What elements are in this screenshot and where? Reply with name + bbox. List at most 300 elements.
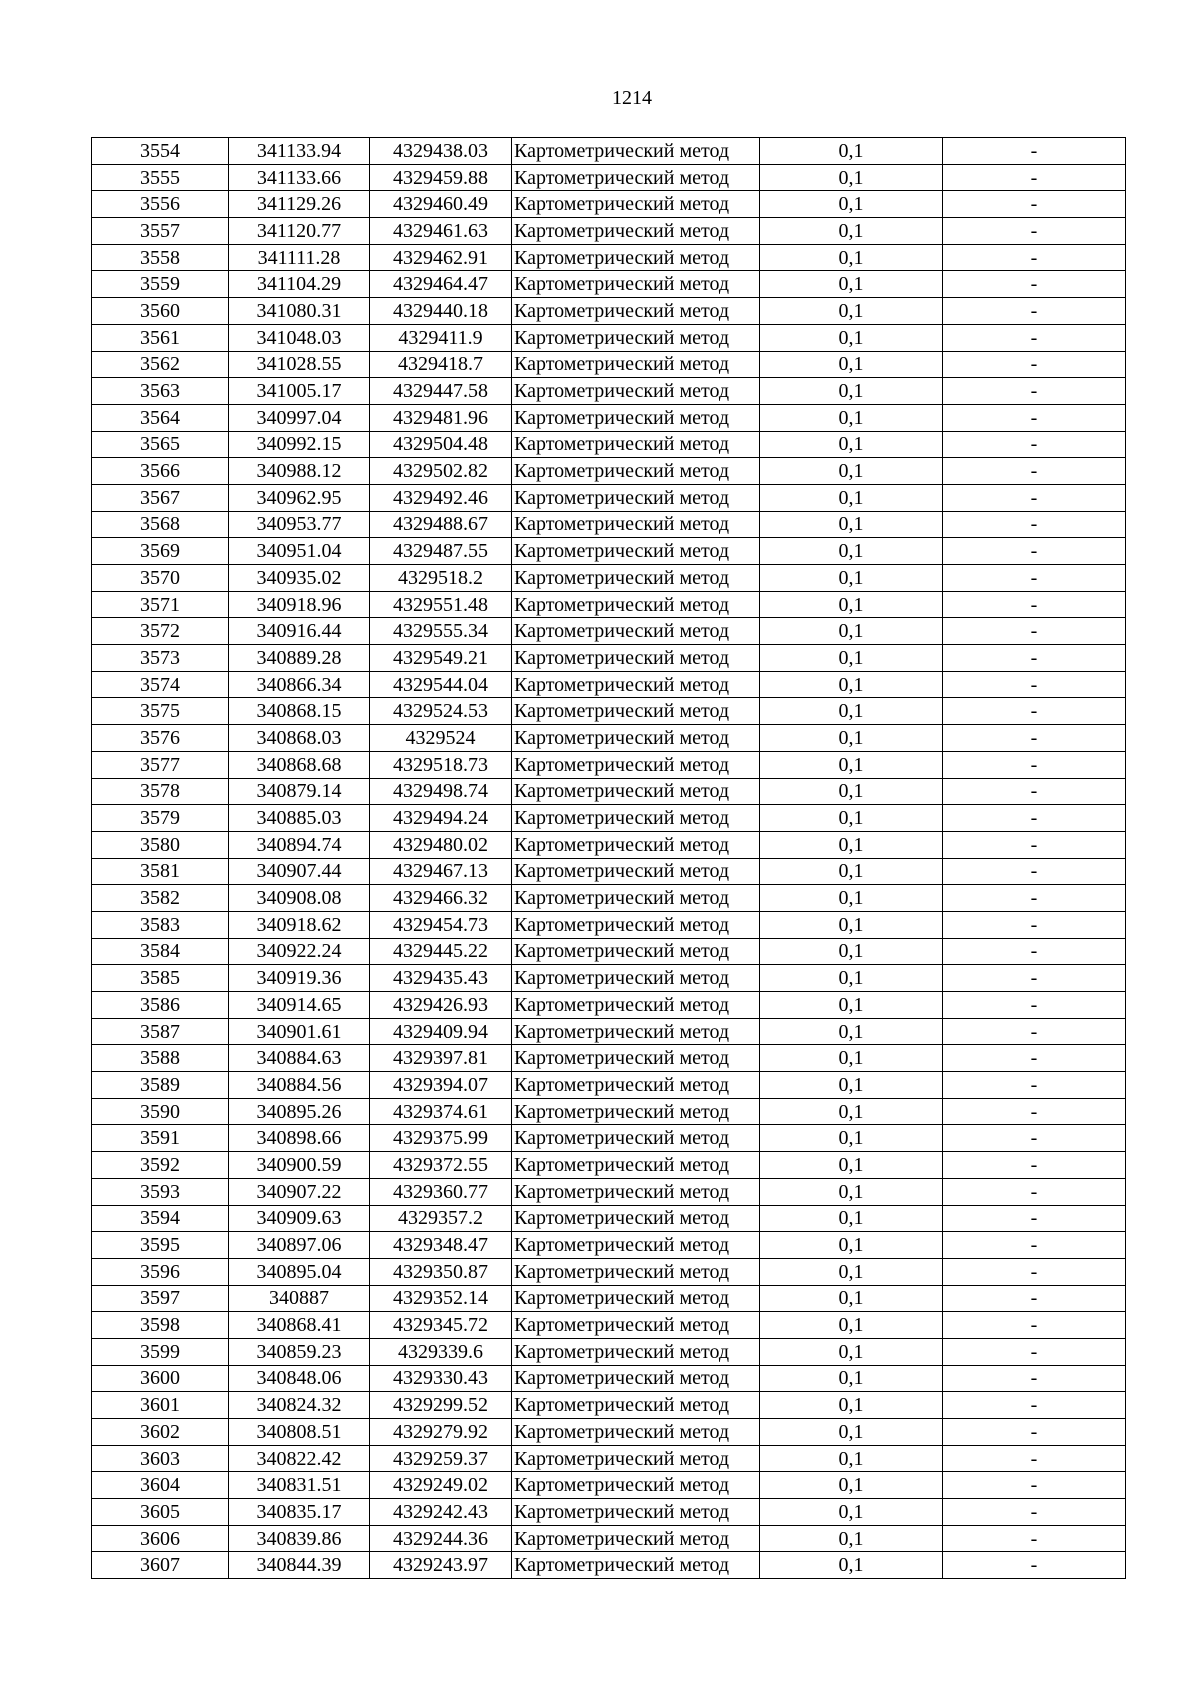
description-cell: -	[943, 1178, 1126, 1205]
coordinates-table	[91, 137, 1126, 1579]
table-row	[92, 538, 1126, 565]
y-coordinate-cell: 4329345.72	[370, 1312, 512, 1339]
point-number-cell: 3588	[92, 1045, 229, 1072]
table-row	[92, 1232, 1126, 1259]
description-cell: -	[943, 1232, 1126, 1259]
y-coordinate-cell: 4329445.22	[370, 938, 512, 965]
point-number-cell: 3583	[92, 911, 229, 938]
y-coordinate-cell: 4329438.03	[370, 138, 512, 165]
y-coordinate-cell: 4329466.32	[370, 885, 512, 912]
table-row	[92, 351, 1126, 378]
x-coordinate-cell: 340901.61	[229, 1018, 370, 1045]
point-number-cell: 3593	[92, 1178, 229, 1205]
accuracy-cell: 0,1	[760, 351, 943, 378]
table-row	[92, 1045, 1126, 1072]
y-coordinate-cell: 4329299.52	[370, 1392, 512, 1419]
method-cell: Картометрический метод	[512, 1018, 760, 1045]
accuracy-cell: 0,1	[760, 1232, 943, 1259]
point-number-cell: 3586	[92, 992, 229, 1019]
description-cell: -	[943, 1472, 1126, 1499]
x-coordinate-cell: 340884.63	[229, 1045, 370, 1072]
method-cell: Картометрический метод	[512, 1152, 760, 1179]
x-coordinate-cell: 340824.32	[229, 1392, 370, 1419]
y-coordinate-cell: 4329480.02	[370, 831, 512, 858]
y-coordinate-cell: 4329426.93	[370, 992, 512, 1019]
method-cell: Картометрический метод	[512, 351, 760, 378]
y-coordinate-cell: 4329462.91	[370, 244, 512, 271]
x-coordinate-cell: 340895.26	[229, 1098, 370, 1125]
point-number-cell: 3589	[92, 1072, 229, 1099]
point-number-cell: 3563	[92, 378, 229, 405]
x-coordinate-cell: 341133.94	[229, 138, 370, 165]
method-cell: Картометрический метод	[512, 511, 760, 538]
table-row	[92, 1472, 1126, 1499]
table-row	[92, 1125, 1126, 1152]
accuracy-cell: 0,1	[760, 778, 943, 805]
method-cell: Картометрический метод	[512, 1472, 760, 1499]
method-cell: Картометрический метод	[512, 1125, 760, 1152]
accuracy-cell: 0,1	[760, 831, 943, 858]
point-number-cell: 3575	[92, 698, 229, 725]
x-coordinate-cell: 341080.31	[229, 298, 370, 325]
point-number-cell: 3561	[92, 324, 229, 351]
x-coordinate-cell: 340898.66	[229, 1125, 370, 1152]
x-coordinate-cell: 340992.15	[229, 431, 370, 458]
point-number-cell: 3600	[92, 1365, 229, 1392]
method-cell: Картометрический метод	[512, 298, 760, 325]
description-cell: -	[943, 1499, 1126, 1526]
description-cell: -	[943, 1525, 1126, 1552]
table-row	[92, 164, 1126, 191]
x-coordinate-cell: 340839.86	[229, 1525, 370, 1552]
description-cell: -	[943, 1338, 1126, 1365]
point-number-cell: 3602	[92, 1419, 229, 1446]
x-coordinate-cell: 340868.41	[229, 1312, 370, 1339]
point-number-cell: 3570	[92, 565, 229, 592]
description-cell: -	[943, 992, 1126, 1019]
table-row	[92, 298, 1126, 325]
description-cell: -	[943, 484, 1126, 511]
y-coordinate-cell: 4329330.43	[370, 1365, 512, 1392]
x-coordinate-cell: 340894.74	[229, 831, 370, 858]
table-row	[92, 1419, 1126, 1446]
method-cell: Картометрический метод	[512, 805, 760, 832]
table-row	[92, 1072, 1126, 1099]
table-row	[92, 1258, 1126, 1285]
table-row	[92, 191, 1126, 218]
description-cell: -	[943, 778, 1126, 805]
x-coordinate-cell: 340831.51	[229, 1472, 370, 1499]
y-coordinate-cell: 4329244.36	[370, 1525, 512, 1552]
point-number-cell: 3578	[92, 778, 229, 805]
method-cell: Картометрический метод	[512, 885, 760, 912]
method-cell: Картометрический метод	[512, 1365, 760, 1392]
method-cell: Картометрический метод	[512, 1285, 760, 1312]
table-row	[92, 1018, 1126, 1045]
point-number-cell: 3557	[92, 218, 229, 245]
accuracy-cell: 0,1	[760, 805, 943, 832]
description-cell: -	[943, 1285, 1126, 1312]
accuracy-cell: 0,1	[760, 938, 943, 965]
y-coordinate-cell: 4329492.46	[370, 484, 512, 511]
method-cell: Картометрический метод	[512, 618, 760, 645]
table-row	[92, 965, 1126, 992]
point-number-cell: 3566	[92, 458, 229, 485]
x-coordinate-cell: 340868.03	[229, 725, 370, 752]
point-number-cell: 3576	[92, 725, 229, 752]
y-coordinate-cell: 4329374.61	[370, 1098, 512, 1125]
x-coordinate-cell: 340844.39	[229, 1552, 370, 1579]
description-cell: -	[943, 298, 1126, 325]
accuracy-cell: 0,1	[760, 271, 943, 298]
point-number-cell: 3599	[92, 1338, 229, 1365]
method-cell: Картометрический метод	[512, 831, 760, 858]
x-coordinate-cell: 340887	[229, 1285, 370, 1312]
x-coordinate-cell: 341028.55	[229, 351, 370, 378]
table-row	[92, 1205, 1126, 1232]
method-cell: Картометрический метод	[512, 1499, 760, 1526]
x-coordinate-cell: 340918.62	[229, 911, 370, 938]
x-coordinate-cell: 340922.24	[229, 938, 370, 965]
table-row	[92, 511, 1126, 538]
description-cell: -	[943, 1392, 1126, 1419]
point-number-cell: 3587	[92, 1018, 229, 1045]
description-cell: -	[943, 1098, 1126, 1125]
y-coordinate-cell: 4329488.67	[370, 511, 512, 538]
y-coordinate-cell: 4329397.81	[370, 1045, 512, 1072]
table-row	[92, 938, 1126, 965]
table-row	[92, 885, 1126, 912]
method-cell: Картометрический метод	[512, 271, 760, 298]
table-row	[92, 805, 1126, 832]
point-number-cell: 3603	[92, 1445, 229, 1472]
accuracy-cell: 0,1	[760, 378, 943, 405]
x-coordinate-cell: 340907.44	[229, 858, 370, 885]
x-coordinate-cell: 340879.14	[229, 778, 370, 805]
point-number-cell: 3581	[92, 858, 229, 885]
description-cell: -	[943, 831, 1126, 858]
accuracy-cell: 0,1	[760, 1365, 943, 1392]
accuracy-cell: 0,1	[760, 1152, 943, 1179]
description-cell: -	[943, 538, 1126, 565]
accuracy-cell: 0,1	[760, 671, 943, 698]
y-coordinate-cell: 4329454.73	[370, 911, 512, 938]
table-row	[92, 458, 1126, 485]
description-cell: -	[943, 271, 1126, 298]
accuracy-cell: 0,1	[760, 1445, 943, 1472]
point-number-cell: 3574	[92, 671, 229, 698]
description-cell: -	[943, 591, 1126, 618]
table-row	[92, 1098, 1126, 1125]
point-number-cell: 3579	[92, 805, 229, 832]
y-coordinate-cell: 4329498.74	[370, 778, 512, 805]
y-coordinate-cell: 4329411.9	[370, 324, 512, 351]
y-coordinate-cell: 4329447.58	[370, 378, 512, 405]
method-cell: Картометрический метод	[512, 645, 760, 672]
method-cell: Картометрический метод	[512, 1338, 760, 1365]
point-number-cell: 3596	[92, 1258, 229, 1285]
method-cell: Картометрический метод	[512, 751, 760, 778]
y-coordinate-cell: 4329481.96	[370, 404, 512, 431]
y-coordinate-cell: 4329279.92	[370, 1419, 512, 1446]
description-cell: -	[943, 1258, 1126, 1285]
method-cell: Картометрический метод	[512, 1098, 760, 1125]
accuracy-cell: 0,1	[760, 645, 943, 672]
y-coordinate-cell: 4329544.04	[370, 671, 512, 698]
method-cell: Картометрический метод	[512, 1205, 760, 1232]
table-row	[92, 324, 1126, 351]
y-coordinate-cell: 4329357.2	[370, 1205, 512, 1232]
description-cell: -	[943, 645, 1126, 672]
point-number-cell: 3556	[92, 191, 229, 218]
y-coordinate-cell: 4329524	[370, 725, 512, 752]
point-number-cell: 3573	[92, 645, 229, 672]
y-coordinate-cell: 4329504.48	[370, 431, 512, 458]
x-coordinate-cell: 340868.68	[229, 751, 370, 778]
point-number-cell: 3564	[92, 404, 229, 431]
method-cell: Картометрический метод	[512, 725, 760, 752]
accuracy-cell: 0,1	[760, 324, 943, 351]
accuracy-cell: 0,1	[760, 725, 943, 752]
point-number-cell: 3606	[92, 1525, 229, 1552]
point-number-cell: 3605	[92, 1499, 229, 1526]
y-coordinate-cell: 4329461.63	[370, 218, 512, 245]
point-number-cell: 3565	[92, 431, 229, 458]
y-coordinate-cell: 4329352.14	[370, 1285, 512, 1312]
point-number-cell: 3585	[92, 965, 229, 992]
table-row	[92, 244, 1126, 271]
point-number-cell: 3558	[92, 244, 229, 271]
table-row	[92, 1152, 1126, 1179]
accuracy-cell: 0,1	[760, 1072, 943, 1099]
table-row	[92, 1499, 1126, 1526]
x-coordinate-cell: 340900.59	[229, 1152, 370, 1179]
y-coordinate-cell: 4329487.55	[370, 538, 512, 565]
accuracy-cell: 0,1	[760, 858, 943, 885]
x-coordinate-cell: 340953.77	[229, 511, 370, 538]
method-cell: Картометрический метод	[512, 1445, 760, 1472]
method-cell: Картометрический метод	[512, 1072, 760, 1099]
accuracy-cell: 0,1	[760, 191, 943, 218]
description-cell: -	[943, 1419, 1126, 1446]
description-cell: -	[943, 324, 1126, 351]
method-cell: Картометрический метод	[512, 671, 760, 698]
x-coordinate-cell: 340835.17	[229, 1499, 370, 1526]
y-coordinate-cell: 4329460.49	[370, 191, 512, 218]
accuracy-cell: 0,1	[760, 484, 943, 511]
description-cell: -	[943, 858, 1126, 885]
x-coordinate-cell: 340988.12	[229, 458, 370, 485]
description-cell: -	[943, 404, 1126, 431]
point-number-cell: 3584	[92, 938, 229, 965]
y-coordinate-cell: 4329259.37	[370, 1445, 512, 1472]
y-coordinate-cell: 4329549.21	[370, 645, 512, 672]
x-coordinate-cell: 340908.08	[229, 885, 370, 912]
table-row	[92, 858, 1126, 885]
method-cell: Картометрический метод	[512, 858, 760, 885]
accuracy-cell: 0,1	[760, 1178, 943, 1205]
method-cell: Картометрический метод	[512, 1525, 760, 1552]
point-number-cell: 3598	[92, 1312, 229, 1339]
description-cell: -	[943, 1312, 1126, 1339]
point-number-cell: 3569	[92, 538, 229, 565]
description-cell: -	[943, 698, 1126, 725]
y-coordinate-cell: 4329551.48	[370, 591, 512, 618]
table-row	[92, 725, 1126, 752]
x-coordinate-cell: 341129.26	[229, 191, 370, 218]
method-cell: Картометрический метод	[512, 698, 760, 725]
x-coordinate-cell: 340935.02	[229, 565, 370, 592]
point-number-cell: 3554	[92, 138, 229, 165]
x-coordinate-cell: 340918.96	[229, 591, 370, 618]
x-coordinate-cell: 340914.65	[229, 992, 370, 1019]
method-cell: Картометрический метод	[512, 324, 760, 351]
point-number-cell: 3595	[92, 1232, 229, 1259]
description-cell: -	[943, 1072, 1126, 1099]
description-cell: -	[943, 1365, 1126, 1392]
y-coordinate-cell: 4329409.94	[370, 1018, 512, 1045]
description-cell: -	[943, 138, 1126, 165]
accuracy-cell: 0,1	[760, 1045, 943, 1072]
coordinates-table-body	[92, 138, 1126, 1579]
accuracy-cell: 0,1	[760, 698, 943, 725]
x-coordinate-cell: 340866.34	[229, 671, 370, 698]
accuracy-cell: 0,1	[760, 1525, 943, 1552]
method-cell: Картометрический метод	[512, 191, 760, 218]
description-cell: -	[943, 911, 1126, 938]
method-cell: Картометрический метод	[512, 911, 760, 938]
point-number-cell: 3594	[92, 1205, 229, 1232]
x-coordinate-cell: 340919.36	[229, 965, 370, 992]
description-cell: -	[943, 1018, 1126, 1045]
point-number-cell: 3572	[92, 618, 229, 645]
description-cell: -	[943, 458, 1126, 485]
method-cell: Картометрический метод	[512, 538, 760, 565]
table-row	[92, 618, 1126, 645]
accuracy-cell: 0,1	[760, 1018, 943, 1045]
accuracy-cell: 0,1	[760, 138, 943, 165]
x-coordinate-cell: 341005.17	[229, 378, 370, 405]
description-cell: -	[943, 1205, 1126, 1232]
accuracy-cell: 0,1	[760, 1125, 943, 1152]
description-cell: -	[943, 511, 1126, 538]
description-cell: -	[943, 885, 1126, 912]
method-cell: Картометрический метод	[512, 778, 760, 805]
method-cell: Картометрический метод	[512, 1392, 760, 1419]
accuracy-cell: 0,1	[760, 1499, 943, 1526]
description-cell: -	[943, 725, 1126, 752]
x-coordinate-cell: 340885.03	[229, 805, 370, 832]
table-row	[92, 1392, 1126, 1419]
table-row	[92, 1285, 1126, 1312]
method-cell: Картометрический метод	[512, 218, 760, 245]
y-coordinate-cell: 4329467.13	[370, 858, 512, 885]
accuracy-cell: 0,1	[760, 1472, 943, 1499]
table-row	[92, 992, 1126, 1019]
table-row	[92, 671, 1126, 698]
point-number-cell: 3577	[92, 751, 229, 778]
accuracy-cell: 0,1	[760, 298, 943, 325]
y-coordinate-cell: 4329459.88	[370, 164, 512, 191]
method-cell: Картометрический метод	[512, 565, 760, 592]
point-number-cell: 3562	[92, 351, 229, 378]
point-number-cell: 3604	[92, 1472, 229, 1499]
table-row	[92, 1312, 1126, 1339]
method-cell: Картометрический метод	[512, 1258, 760, 1285]
table-row	[92, 778, 1126, 805]
accuracy-cell: 0,1	[760, 538, 943, 565]
x-coordinate-cell: 340907.22	[229, 1178, 370, 1205]
accuracy-cell: 0,1	[760, 1258, 943, 1285]
method-cell: Картометрический метод	[512, 1419, 760, 1446]
x-coordinate-cell: 340822.42	[229, 1445, 370, 1472]
accuracy-cell: 0,1	[760, 911, 943, 938]
accuracy-cell: 0,1	[760, 992, 943, 1019]
method-cell: Картометрический метод	[512, 484, 760, 511]
method-cell: Картометрический метод	[512, 404, 760, 431]
point-number-cell: 3592	[92, 1152, 229, 1179]
table-row	[92, 1365, 1126, 1392]
y-coordinate-cell: 4329348.47	[370, 1232, 512, 1259]
y-coordinate-cell: 4329518.2	[370, 565, 512, 592]
accuracy-cell: 0,1	[760, 164, 943, 191]
point-number-cell: 3555	[92, 164, 229, 191]
y-coordinate-cell: 4329372.55	[370, 1152, 512, 1179]
x-coordinate-cell: 340859.23	[229, 1338, 370, 1365]
table-row	[92, 565, 1126, 592]
description-cell: -	[943, 805, 1126, 832]
method-cell: Картометрический метод	[512, 938, 760, 965]
table-row	[92, 1525, 1126, 1552]
x-coordinate-cell: 341048.03	[229, 324, 370, 351]
method-cell: Картометрический метод	[512, 458, 760, 485]
accuracy-cell: 0,1	[760, 1552, 943, 1579]
accuracy-cell: 0,1	[760, 458, 943, 485]
y-coordinate-cell: 4329243.97	[370, 1552, 512, 1579]
point-number-cell: 3597	[92, 1285, 229, 1312]
accuracy-cell: 0,1	[760, 618, 943, 645]
point-number-cell: 3590	[92, 1098, 229, 1125]
method-cell: Картометрический метод	[512, 1045, 760, 1072]
accuracy-cell: 0,1	[760, 751, 943, 778]
accuracy-cell: 0,1	[760, 1205, 943, 1232]
point-number-cell: 3582	[92, 885, 229, 912]
x-coordinate-cell: 340897.06	[229, 1232, 370, 1259]
table-row	[92, 751, 1126, 778]
description-cell: -	[943, 351, 1126, 378]
accuracy-cell: 0,1	[760, 244, 943, 271]
point-number-cell: 3580	[92, 831, 229, 858]
y-coordinate-cell: 4329375.99	[370, 1125, 512, 1152]
accuracy-cell: 0,1	[760, 1392, 943, 1419]
y-coordinate-cell: 4329394.07	[370, 1072, 512, 1099]
description-cell: -	[943, 1152, 1126, 1179]
table-row	[92, 1552, 1126, 1579]
method-cell: Картометрический метод	[512, 591, 760, 618]
accuracy-cell: 0,1	[760, 885, 943, 912]
table-row	[92, 378, 1126, 405]
table-row	[92, 591, 1126, 618]
table-row	[92, 911, 1126, 938]
accuracy-cell: 0,1	[760, 591, 943, 618]
point-number-cell: 3567	[92, 484, 229, 511]
description-cell: -	[943, 671, 1126, 698]
y-coordinate-cell: 4329464.47	[370, 271, 512, 298]
description-cell: -	[943, 378, 1126, 405]
description-cell: -	[943, 938, 1126, 965]
description-cell: -	[943, 218, 1126, 245]
y-coordinate-cell: 4329360.77	[370, 1178, 512, 1205]
